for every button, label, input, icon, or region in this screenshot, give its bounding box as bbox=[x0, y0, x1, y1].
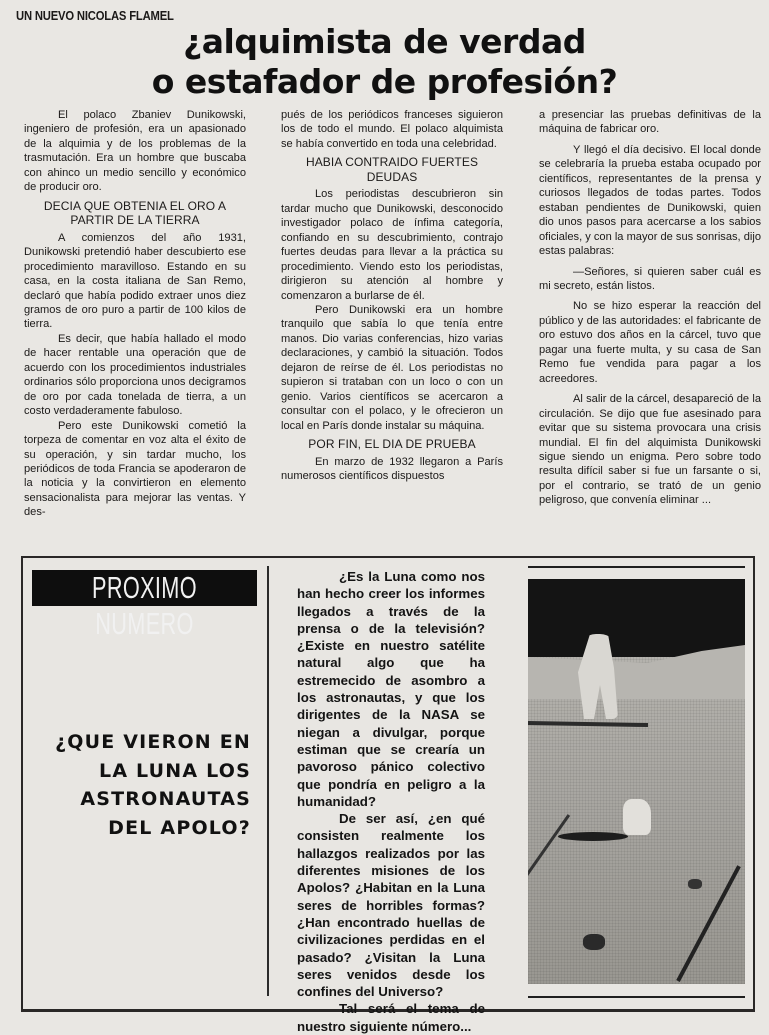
paragraph: No se hizo esperar la reacción del público y de las autoridades: el fabricante de oro estuvo dos años en la cárcel, tuvo que pagar una fuerte multa, y su casa de San Remo fue vendida para pagar a los acreedores. bbox=[539, 300, 761, 385]
banner-text: PROXIMO NUMERO bbox=[92, 570, 197, 641]
article-column-1 bbox=[24, 108, 246, 520]
paragraph: Pero Dunikowski era un hombre tranquilo que sabía lo que tenía entre manos. Dio varias conferencias, hizo varias declaraciones, y cambió la situación. Todos dejaron de reírse de él. Los periodistas no supieron si trataban con un loco o con un genio. Varios científicos se acercaron a consultar con el polaco, y le ofrecieron un local en París donde instalar su máquina. bbox=[281, 303, 503, 432]
kicker-label: UN NUEVO NICOLAS FLAMEL bbox=[16, 9, 174, 23]
photo-frame bbox=[528, 566, 745, 998]
paragraph: Y llegó el día decisivo. El local donde se celebraría la prueba estaba ocupado por científicos, representantes de la prensa y curiosos llegados de todas partes. Todos estaban pendientes de Dunikowski, quien dio unos pasos para acercarse a los sabios oficiales, y con la mayor de sus sonrisas, dijo estas palabras: bbox=[539, 143, 761, 258]
photo-rock bbox=[688, 879, 702, 889]
paragraph: Es decir, que había hallado el modo de hacer rentable una operación que de acuerdo con los procedimientos industriales ordinarios sólo proporciona unos decigramos de oro por cada tonelada de tierra, a un costo verdaderamente fabuloso. bbox=[24, 332, 246, 418]
bottom-rule bbox=[528, 996, 745, 998]
teaser-line: ASTRONAUTAS bbox=[80, 788, 251, 810]
article-headline bbox=[0, 22, 769, 102]
subheading: POR FIN, EL DIA DE PRUEBA bbox=[308, 437, 476, 452]
article-column-3 bbox=[539, 108, 761, 508]
paragraph: Los periodistas descubrieron sin tardar mucho que Dunikowski, desconocido investigador polaco de ínfima categoría, confiando en su descubrimiento, contrajo fuertes deudas para llevar a la práctica su procedimiento. Viendo esto los periodistas, dirigieron su atención al hombre y comenzaron a burlarse de él. bbox=[281, 188, 503, 302]
photo-sky bbox=[528, 579, 745, 657]
next-issue-banner bbox=[32, 570, 257, 641]
teaser-line: DEL APOLO? bbox=[108, 816, 251, 839]
paragraph: A comienzos del año 1931, Dunikowski pretendió haber descubierto ese procedimiento maravilloso. Estando en su casa, en la costa italiana de San Remo, declaró que había podido extraer unos diez gramos de oro puro a partir de 100 kilos de tierra. bbox=[24, 231, 246, 331]
teaser-body bbox=[297, 568, 485, 1035]
subheading: HABIA CONTRAIDO FUERTES DEUDAS bbox=[305, 155, 479, 184]
top-rule bbox=[528, 566, 745, 568]
teaser-headline bbox=[53, 728, 251, 842]
moon-astronaut-photo bbox=[528, 579, 745, 984]
paragraph: Pero este Dunikowski cometió la torpeza de comentar en voz alta el éxito de su operación, y sin tardar mucho, los periódicos de toda Francia se apoderaron de la noticia y la convirtieron en elemento sensacionalista para mejorar las ventas. Y des- bbox=[24, 419, 246, 519]
paragraph: De ser así, ¿en qué consisten realmente los hallazgos realizados por las diferentes misiones de los Apolos? ¿Habitan en la Luna seres de horribles formas? ¿Han encontrado huellas de civilizaciones perdidas en el pasado? ¿Visitan la Luna seres venidos desde los confines del Universo? bbox=[297, 811, 485, 1000]
headline-line: ¿alquimista de verdad bbox=[183, 22, 586, 61]
subheading: DECIA QUE OBTENIA EL ORO A PARTIR DE LA TIERRA bbox=[43, 198, 227, 228]
next-issue-box bbox=[21, 556, 755, 1034]
paragraph: ¿Es la Luna como nos han hecho creer los informes llegados a través de la prensa o de la televisión? ¿Existe en nuestro satélite natural algo que ha estremecido de asombro a los astronautas, y que los dirigentes de la NASA se niegan a divulgar, porque estiman que se crearía un pavoroso pánico colectivo que pondría en peligro a la humanidad? bbox=[297, 569, 485, 809]
photo-rock bbox=[623, 799, 651, 835]
paragraph: a presenciar las pruebas definitivas de la máquina de fabricar oro. bbox=[539, 109, 761, 136]
photo-rock bbox=[583, 934, 605, 950]
article-column-2 bbox=[281, 108, 503, 483]
teaser-line: LA LUNA LOS bbox=[99, 759, 251, 782]
teaser-line: ¿QUE VIERON EN bbox=[55, 731, 251, 753]
vertical-divider bbox=[267, 566, 269, 996]
paragraph: Tal será el tema de nuestro siguiente número... bbox=[297, 1001, 485, 1034]
photo-shadow bbox=[558, 832, 628, 841]
paragraph: El polaco Zbaniev Dunikowski, ingeniero de profesión, era un apasionado de la alquimia y de los problemas de la trasmutación. Era un hombre que buscaba con ahinco un medio sencillo y económico de producir oro. bbox=[24, 109, 246, 194]
paragraph: pués de los periódicos franceses siguieron los de todo el mundo. El polaco alquimista se había convertido en toda una celebridad. bbox=[281, 109, 503, 150]
paragraph: En marzo de 1932 llegaron a París numerosos científicos dispuestos bbox=[281, 455, 503, 483]
paragraph: —Señores, si quieren saber cuál es mi secreto, están listos. bbox=[539, 265, 761, 292]
paragraph: Al salir de la cárcel, desapareció de la circulación. Se dijo que fue asesinado para evitar que su sistema provocara una crisis mundial. El fin del alquimista Dunikowski sigue siendo un enigma. Pero sobre todo resulta difícil saber si fue un farsante o si, por el contrario, se trató de un genio peligroso, que convenía eliminar ... bbox=[539, 393, 761, 507]
headline-line: o estafador de profesión? bbox=[151, 62, 618, 101]
